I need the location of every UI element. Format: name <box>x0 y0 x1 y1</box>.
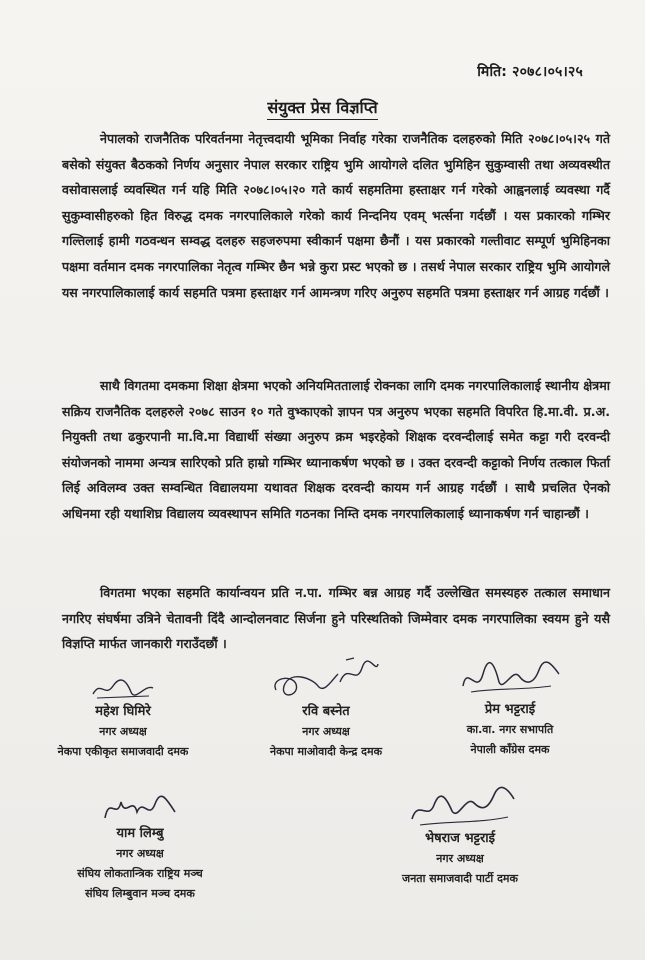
signatory-4 <box>40 790 240 904</box>
signatory-org: जनता समाजवादी पार्टी दमक <box>402 872 518 885</box>
signatory-name: प्रेम भट्टराई <box>484 702 536 717</box>
signatory-org: नेकपा माओवादी केन्द्र दमक <box>269 745 383 758</box>
paragraph-2: साथै विगतमा दमकमा शिक्षा क्षेत्रमा भएको अनियमिततालाई रोक्नका लागि दमक नगरपालिकालाई स्थानीय क्षेत्रमा सक्रिय राजनैतिक दलहरुले २०७८ साउन १० गते वुभ्काएको ज्ञापन पत्र अनुरुप भएका सहमति विपरित हि.मा.वी. प्र.अ. नियुक्ती तथा ढकुरपानी मा.वि.मा विद्यार्थी संख्या अनुरुप क्रम भइरहेको शिक्षक दरवन्दीलाई समेत कट्टा गरी दरवन्दी संयोजनको नाममा अन्यत्र सारिएको प्रति हाम्रो गम्भिर ध्यानाकर्षण भएको छ । उक्त दरवन्दी कट्टाको निर्णय तत्काल फिर्ता लिई अविलम्व उक्त सम्वन्धित विद्यालयमा यथावत शिक्षक दरवन्दी कायम गर्न आग्रह गर्दछौं । साथै प्रचलित ऐनको अधिनमा रही यथाशिघ्र विद्यालय व्यवस्थापन समिति गठनका निम्ति दमक नगरपालिकालाई ध्यानाकर्षण गर्न चाहान्छौं । <box>62 378 610 521</box>
handwritten-signature <box>95 790 185 824</box>
handwritten-signature <box>266 656 386 702</box>
document-title <box>0 96 645 118</box>
signatory-role: नगर अध्यक्ष <box>99 725 147 738</box>
signatory-role: का.वा. नगर सभापति <box>466 723 554 736</box>
handwritten-signature <box>400 785 520 829</box>
signatory-5 <box>360 785 560 889</box>
signatory-org: नेपाली काँग्रेस दमक <box>470 743 550 756</box>
signatory-name: महेश घिमिरे <box>95 704 151 719</box>
signatory-org: नेकपा एकीकृत समाजवादी दमक <box>57 745 189 758</box>
paragraph-3: विगतमा भएका सहमति कार्यान्वयन प्रति न.पा. गम्भिर बन्न आग्रह गर्दै उल्लेखित समस्यहरु तत्काल समाधान नगरिए संघर्षमा उत्रिने चेतावनी दिंदै आन्दोलनवाट सिर्जना हुने परिस्थतिको जिम्मेवार दमक नगरपालिका स्वयम हुने यसै विज्ञप्ति मार्फत जानकारी गराउँदछौं । <box>62 585 610 652</box>
paragraph-1: नेपालको राजनैतिक परिवर्तनमा नेतृत्त्वदायी भूमिका निर्वाह गरेका राजनैतिक दलहरुको मिति २०७८।०५।२५ गते बसेको संयुक्त बैठकको निर्णय अनुसार नेपाल सरकार राष्ट्रिय भुमि आयोगले दलित भुमिहिन सुकुम्वासी तथा अव्यवस्थीत वसोवासलाई व्यवस्थित गर्न यहि मिति २०७८।०५।२० गते कार्य सहमतिमा हस्ताक्षर गर्न गरेको आह्वनलाई व्यवस्था गर्दै सुकुम्वासीहरुको हित विरुद्ध दमक नगरपालिकाले गरेको कार्य निन्दनिय एवम् भर्त्सना गर्दछौं । यस प्रकारको गम्भिर गल्तिलाई हामी गठवन्धन सम्वद्ध दलहरु सहजरुपमा स्वीकार्न पक्षमा छैनौं । यस प्रकारको गल्तीवाट सम्पूर्ण भुमिहिनका पक्षमा वर्तमान दमक नगरपालिका नेतृत्व गम्भिर छैन भन्ने कुरा प्रस्ट भएको छ । तसर्थ नेपाल सरकार राष्ट्रिय भुमि आयोगले यस नगरपालिकालाई कार्य सहमति पत्रमा हस्ताक्षर गर्न आमन्त्रण गरिए अनुरुप सहमति पत्रमा हस्ताक्षर गर्न आग्रह गर्दछौं । <box>62 131 610 300</box>
document-title-text: संयुक्त प्रेस विज्ञप्ति <box>267 98 377 120</box>
signatory-role: नगर अध्यक्ष <box>436 852 484 865</box>
signatory-name: रवि बस्नेत <box>302 704 350 719</box>
signatory-2 <box>246 656 406 762</box>
signatory-org-2: संघिय लिम्बुवान मञ्च दमक <box>85 887 195 900</box>
signatory-role: नगर अध्यक्ष <box>116 847 164 860</box>
signatory-3 <box>430 656 590 760</box>
document-date: मिति: २०७८।०५।२५ <box>477 64 583 80</box>
signatory-role: नगर अध्यक्ष <box>302 725 350 738</box>
signatory-name: याम लिम्बु <box>116 826 164 841</box>
signatory-org: संघिय लोकतान्त्रिक राष्ट्रिय मञ्च <box>77 867 203 880</box>
signatory-name: भेषराज भट्टराई <box>424 831 496 846</box>
handwritten-signature <box>455 656 565 700</box>
handwritten-signature <box>83 674 163 702</box>
signatory-1 <box>38 674 208 762</box>
